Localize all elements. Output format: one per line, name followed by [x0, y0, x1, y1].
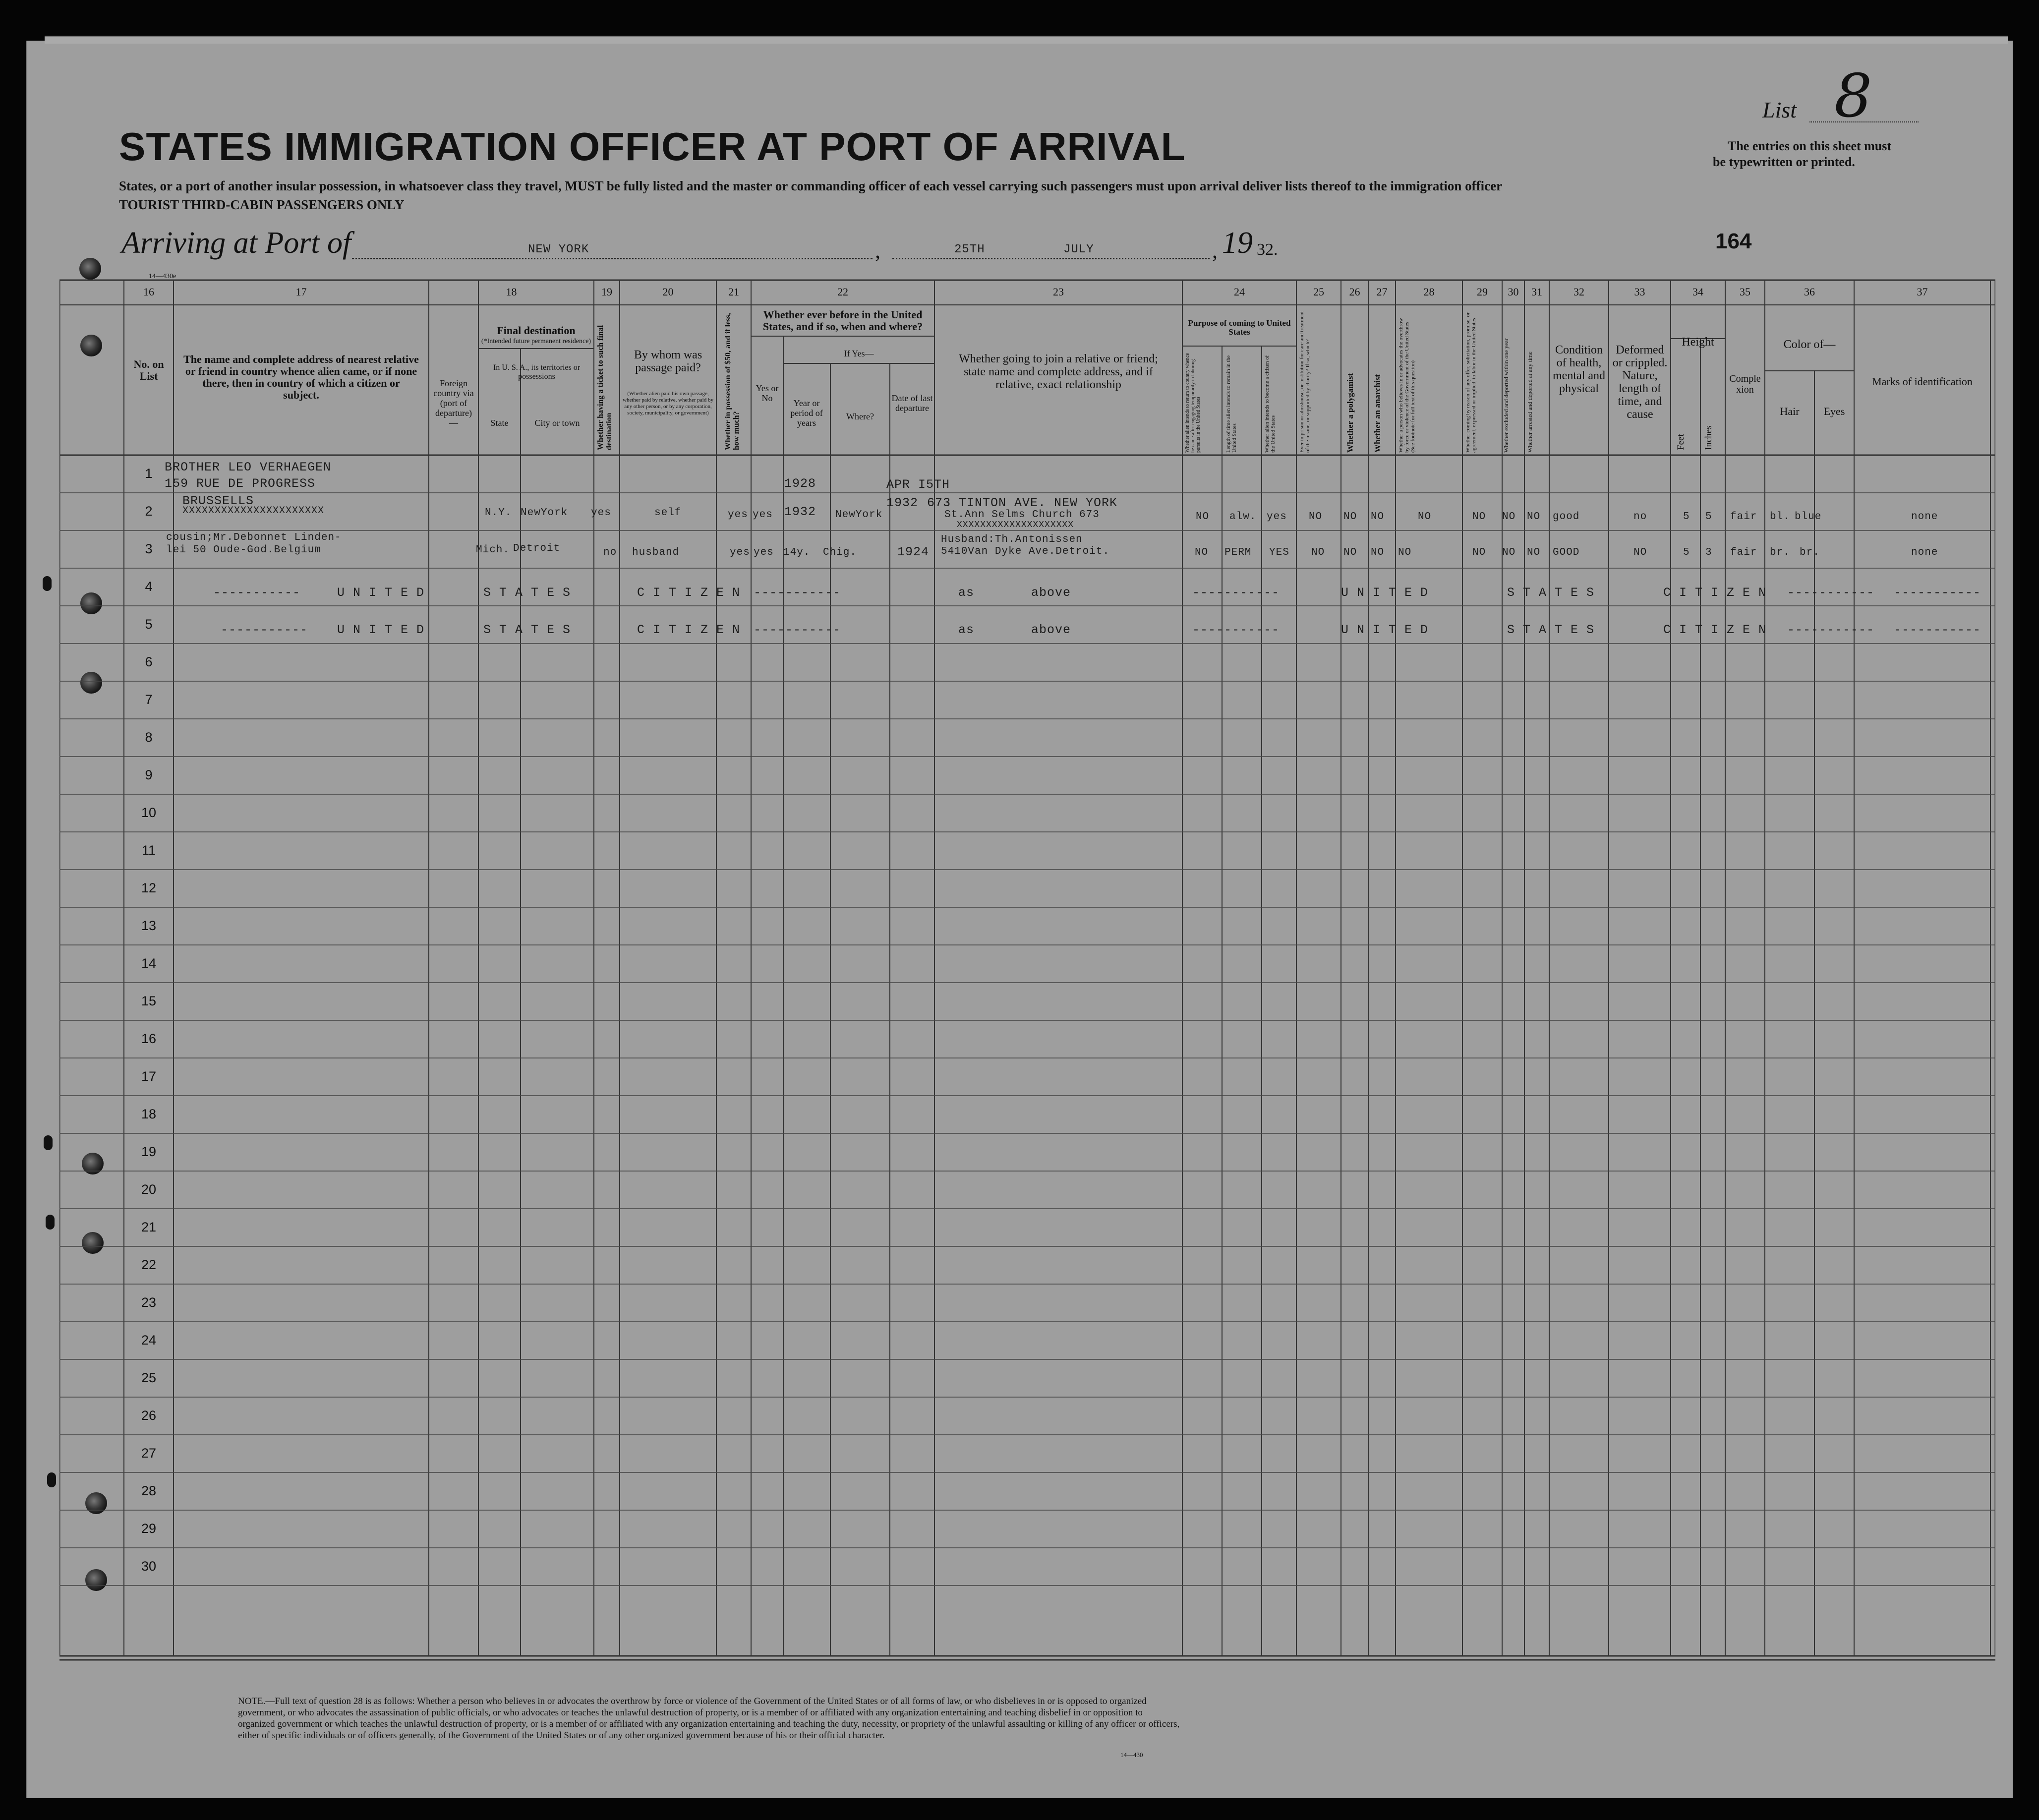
row-number: 19	[141, 1144, 157, 1159]
col-num: 37	[1917, 286, 1928, 298]
entry-r1-year-a: 1928	[784, 476, 816, 491]
entry-r1-date-b: 1932	[886, 496, 919, 510]
col-num: 19	[601, 286, 612, 298]
entry-r1-yesno: yes	[753, 509, 773, 521]
row-number: 15	[141, 994, 157, 1008]
page-number: 164	[1715, 229, 1752, 253]
col-num: 25	[1313, 286, 1324, 298]
entry-r4-united-2: U N I T E D	[1341, 623, 1429, 637]
entry-r4-united: U N I T E D	[337, 623, 425, 637]
header-arrested: Whether arrested and deported at any time	[1526, 352, 1533, 453]
form-instructions: States, or a port of another insular possession, in whatsoever class they travel, MUST be fully listed and the master or commanding officer of each vessel carrying such passengers must upon arrival deliver lists thereof to the immigration officer	[119, 178, 1503, 193]
entry-r4-states: S T A T E S	[483, 623, 571, 637]
col-num: 34	[1692, 286, 1703, 298]
entry-r2-date: 1924	[897, 545, 930, 559]
row-number: 13	[141, 918, 157, 933]
header-prison: Ever in prison or almshouse, or institution for care and treatment of the insane, or supported by charity? If so, which?	[1299, 311, 1311, 453]
col-num: 27	[1376, 286, 1388, 298]
header-date-departure: Date of last departure	[891, 393, 933, 413]
entry-r2-hair: br.	[1770, 547, 1790, 558]
binding-notch-icon	[44, 1135, 53, 1150]
binding-notch-icon	[47, 1472, 56, 1487]
row-number: 20	[141, 1182, 157, 1197]
row-number: 27	[141, 1446, 157, 1461]
col-num: 17	[295, 286, 307, 298]
entry-r3-citizen-2: C I T I Z E N	[1663, 586, 1767, 600]
col-num: 24	[1234, 286, 1245, 298]
form-title: STATES IMMIGRATION OFFICER AT PORT OF ARRIVAL	[119, 124, 1186, 169]
row-number: 18	[141, 1107, 157, 1121]
entry-r1-citizen: yes	[1267, 511, 1287, 523]
entry-r1-hair: bl.	[1770, 511, 1790, 523]
entry-r3-united: U N I T E D	[337, 586, 425, 600]
entry-r4-dashes-4: -----------	[1787, 623, 1875, 637]
header-passage-paid-note: (Whether alien paid his own passage, whether paid by relative, whether paid by any other person, or by any corporation, society, municipality, or government)	[623, 391, 713, 416]
header-color-of: Color of—	[1783, 338, 1836, 351]
header-where: Where?	[846, 411, 874, 421]
row-number: 21	[141, 1220, 157, 1234]
port-line	[352, 258, 873, 259]
entry-r2-health: GOOD	[1553, 547, 1580, 558]
row-number: 11	[141, 843, 156, 858]
entry-r1-inches: 5	[1705, 511, 1712, 523]
entry-r2-state: Mich.	[476, 544, 510, 556]
arriving-label: Arriving at Port of	[121, 226, 351, 260]
header-inches: Inches	[1703, 425, 1714, 450]
entry-r4-citizen-2: C I T I Z E N	[1663, 623, 1767, 637]
row-number: 7	[145, 692, 153, 707]
row-number: 4	[145, 579, 153, 594]
entry-r2-yesno: yes	[754, 547, 774, 558]
entry-r2-year: 14y.	[783, 547, 811, 558]
entry-r2-relative: cousin;Mr.Debonnet Linden-	[166, 532, 342, 543]
header-marks: Marks of identification	[1872, 375, 1973, 388]
entry-r3-dashes-5: -----------	[1894, 586, 1981, 600]
entry-r1-deformed: no	[1633, 511, 1647, 523]
entry-r1-paid: self	[654, 507, 682, 519]
header-year: Year or period of years	[790, 398, 823, 428]
col-num: 29	[1477, 286, 1488, 298]
row-number: 25	[141, 1370, 157, 1385]
comma-1: ,	[875, 238, 880, 263]
row-number: 22	[141, 1257, 157, 1272]
header-eyes: Eyes	[1823, 405, 1845, 417]
row-number: 12	[141, 881, 157, 895]
entry-r2-marks: none	[1911, 547, 1938, 558]
row-number: 30	[141, 1559, 157, 1574]
entry-r2-poly: NO	[1343, 547, 1357, 558]
header-feet: Feet	[1676, 434, 1686, 450]
entry-r1-return: NO	[1196, 511, 1210, 523]
header-labor-offer: Whether coming by reason of any offer, solicitation, promise, or agreement, expressed or implied, to labor in the United States	[1465, 312, 1477, 453]
entry-r2-q29: NO	[1472, 547, 1486, 558]
entry-r1-q29: NO	[1472, 511, 1486, 523]
header-no-on-list: No. on List	[133, 358, 164, 382]
entry-r1-eyes: blue	[1795, 511, 1822, 523]
entry-r2-anarch: NO	[1371, 547, 1385, 558]
entry-r4-dashes-3: -----------	[1192, 623, 1280, 637]
row-number: 5	[145, 617, 153, 632]
entry-r1-struck: XXXXXXXXXXXXXXXXXXXXXX	[182, 505, 325, 517]
entry-r2-citizen: YES	[1269, 547, 1289, 558]
entry-r1-join-c: XXXXXXXXXXXXXXXXXXXX	[957, 520, 1074, 530]
entry-r3-dashes-2: -----------	[754, 586, 841, 600]
entry-r1-feet: 5	[1683, 511, 1690, 523]
header-fifty-dollars: Whether in possession of $50, and if less, how much?	[724, 313, 741, 450]
binding-notch-icon	[43, 576, 52, 591]
col-num: 36	[1804, 286, 1815, 298]
header-city: City or town	[534, 418, 580, 428]
row-number: 6	[145, 654, 153, 669]
header-purpose-return: Whether alien intends to return to country whence he came after engaging temporarily in laboring pursuits in the United States	[1185, 353, 1201, 453]
row-number: 1	[145, 466, 153, 481]
entry-r1-year-b: 1932	[784, 505, 816, 519]
header-complexion: Complexion	[1729, 373, 1761, 395]
col-num: 35	[1740, 286, 1750, 298]
entry-r1-length: alw.	[1229, 511, 1257, 523]
col-num: 22	[837, 286, 848, 298]
entry-r2-fifty: yes	[730, 547, 750, 558]
col-num: 31	[1531, 286, 1542, 298]
month-value: JULY	[1063, 243, 1094, 256]
entry-r3-citizen: C I T I Z E N	[637, 586, 741, 600]
entry-r3-dashes-3: -----------	[1192, 586, 1280, 600]
entry-r4-dashes-2: -----------	[754, 623, 841, 637]
entry-r3-states: S T A T E S	[483, 586, 571, 600]
col-num: 18	[506, 286, 517, 298]
entry-r1-q28: NO	[1418, 511, 1432, 523]
row-number: 17	[141, 1069, 157, 1084]
port-value: NEW YORK	[528, 243, 589, 256]
year-suffix: 32.	[1257, 240, 1278, 259]
entry-r2-eyes: br.	[1800, 547, 1820, 558]
entry-r2-feet: 5	[1683, 547, 1690, 558]
entry-r4-as: as	[958, 623, 975, 637]
date-line	[892, 258, 1210, 259]
col-num: 23	[1053, 286, 1064, 298]
entry-r4-dashes-5: -----------	[1894, 623, 1981, 637]
typewritten-note: The entries on this sheet must	[1728, 139, 1892, 153]
comma-2: ,	[1212, 238, 1218, 263]
binding-notch-icon	[46, 1215, 55, 1230]
form-code: 14—430e	[149, 273, 176, 280]
header-in-usa: In U. S. A., its territories or possessions	[493, 363, 581, 381]
entry-r1-town: NewYork	[521, 507, 568, 519]
row-number: 23	[141, 1295, 157, 1310]
col-num: 33	[1634, 286, 1645, 298]
entry-r1-address: 159 RUE DE PROGRESS	[165, 476, 316, 491]
entry-r1-fifty: yes	[728, 509, 748, 521]
entry-r1-prison: NO	[1309, 511, 1323, 523]
entry-r1-name: BROTHER LEO VERHAEGEN	[165, 460, 332, 474]
entry-r1-date-a: APR I5TH	[886, 477, 950, 492]
entry-r2-prison: NO	[1311, 547, 1325, 558]
entry-r1-complexion: fair	[1730, 511, 1757, 523]
entry-r2-town: Detroit	[513, 543, 561, 554]
entry-r1-ticket: yes	[591, 507, 611, 519]
entry-r2-q30: NO	[1502, 547, 1516, 558]
header-foreign-country: Foreign country via (port of departure)—	[433, 378, 474, 428]
entry-r1-anarch: NO	[1371, 511, 1385, 523]
entry-r2-where: Chig.	[823, 547, 857, 558]
header-yes-no: Yes or No	[756, 383, 779, 403]
entry-r2-q31: NO	[1527, 547, 1541, 558]
entry-r4-citizen: C I T I Z E N	[637, 623, 741, 637]
entry-r1-city: BRUSSELLS	[182, 494, 254, 508]
entry-r2-join-b: 5410Van Dyke Ave.Detroit.	[941, 546, 1110, 557]
header-height: Height	[1682, 336, 1714, 349]
entry-r4-above: above	[1031, 623, 1071, 637]
manifest-grid	[59, 279, 1995, 1661]
header-purpose-citizen: Whether alien intends to become a citizen of the United States	[1264, 355, 1276, 453]
entry-r1-q30: NO	[1502, 511, 1516, 523]
header-ever-in-us: Whether ever before in the United States, and if so, when and where?	[762, 308, 923, 333]
list-number: 8	[1834, 62, 1872, 131]
header-purpose: Purpose of coming to United States	[1188, 318, 1291, 337]
entry-r4-dashes: -----------	[221, 623, 308, 637]
entry-r1-poly: NO	[1343, 511, 1357, 523]
entry-r3-as: as	[958, 586, 975, 600]
header-deformed: Deformed or crippled. Nature, length of time, and cause	[1612, 344, 1668, 421]
header-purpose-length: Length of time alien intends to remain in the United States	[1225, 355, 1237, 453]
entry-r2-join-a: Husband:Th.Antonissen	[941, 534, 1083, 545]
grid-lines	[59, 279, 1995, 1661]
entry-r2-ticket: no	[603, 547, 617, 558]
footer-form-code: 14—430	[1120, 1751, 1143, 1759]
row-number: 2	[145, 504, 153, 519]
header-nearest-relative: The name and complete address of nearest relative or friend in country whence alien came, or if none there, then in country of which a citizen or subject.	[183, 353, 419, 401]
header-polygamist: Whether a polygamist	[1345, 373, 1355, 453]
col-num: 20	[662, 286, 674, 298]
entry-r2-complexion: fair	[1730, 547, 1757, 558]
entry-r3-dashes-4: -----------	[1787, 586, 1875, 600]
header-ticket: Whether having a ticket to such final destination	[596, 325, 613, 450]
header-state: State	[490, 418, 509, 428]
footnote-question-28: NOTE.—Full text of question 28 is as follows: Whether a person who believes in or advocates the overthrow by force or violence of the Government of the United States or of all forms of law, or who disbelieves in or is opposed to organized government, or who advocates the assassination of public officials, or who advocates or teaches the unlawful destruction of property, or is a member of or affiliated with any organization entertaining and teaching disbelief in or opposition to organized government or which teaches the unlawful destruction of property, or is a member of or affiliated with any organization entertaining and teaching the duty, necessity, or propriety of the unlawful assaulting or killing of any officer or officers, either of specific individuals or of officers generally, of the Government of the United States or of any other organized government because of his or their official character.	[238, 1696, 1180, 1741]
header-final-destination-note: (*Intended future permanent residence)	[481, 338, 591, 345]
col-num: 16	[143, 286, 154, 298]
entry-r2-paid: husband	[632, 547, 680, 558]
row-number: 14	[141, 956, 157, 971]
row-number: 29	[141, 1521, 157, 1536]
entry-r2-deformed: NO	[1633, 547, 1647, 558]
header-hair: Hair	[1780, 405, 1800, 417]
entry-r3-above: above	[1031, 586, 1071, 600]
entry-r2-q28: NO	[1398, 547, 1412, 558]
header-health: Condition of health, mental and physical	[1553, 344, 1605, 395]
day-value: 25TH	[954, 243, 985, 256]
passenger-class: TOURIST THIRD-CABIN PASSENGERS ONLY	[119, 197, 405, 212]
row-number: 8	[145, 730, 153, 745]
header-if-yes: If Yes—	[844, 349, 874, 358]
entry-r1-marks: none	[1911, 511, 1938, 523]
row-number: 26	[141, 1408, 157, 1423]
list-number-line	[1809, 121, 1919, 122]
year-prefix: 19	[1222, 226, 1253, 260]
entry-r1-where: NewYork	[835, 509, 883, 521]
entry-r1-state: N.Y.	[485, 507, 512, 519]
row-number: 16	[141, 1031, 157, 1046]
entry-r3-united-2: U N I T E D	[1341, 586, 1429, 600]
punch-hole-icon	[79, 258, 101, 280]
list-label: List	[1762, 97, 1797, 122]
entry-r1-health: good	[1553, 511, 1580, 523]
row-number: 28	[141, 1483, 157, 1498]
row-number: 9	[145, 767, 153, 782]
sheet-edge	[45, 36, 2008, 44]
entry-r2-address: lei 50 Oude-God.Belgium	[166, 544, 321, 556]
row-number: 24	[141, 1333, 157, 1348]
entry-r3-dashes: -----------	[213, 586, 301, 600]
entry-r2-length: PERM	[1224, 547, 1252, 558]
entry-r2-inches: 3	[1705, 547, 1712, 558]
entry-r3-states-2: S T A T E S	[1507, 586, 1595, 600]
header-q28: Whether a person who believes in or advocates the overthrow by force or violence of the Government of the United States (See footnote for full text of this question)	[1398, 318, 1416, 453]
header-anarchist: Whether an anarchist	[1373, 374, 1382, 453]
typewritten-note-2: be typewritten or printed.	[1713, 155, 1855, 169]
entry-r4-states-2: S T A T E S	[1507, 623, 1595, 637]
entry-r1-join-a: 673 TINTON AVE. NEW YORK	[927, 496, 1118, 510]
entry-r1-q31: NO	[1527, 511, 1541, 523]
header-final-destination: Final destination	[497, 324, 576, 337]
col-num: 28	[1423, 286, 1435, 298]
header-join-relative: Whether going to join a relative or friend; state name and complete address, and if relative, exact relationship	[959, 352, 1158, 391]
header-excluded: Whether excluded and deported within one year	[1503, 338, 1510, 453]
header-passage-paid: By whom was passage paid?	[634, 349, 702, 374]
entry-r2-return: NO	[1195, 547, 1209, 558]
col-num: 21	[728, 286, 739, 298]
row-number: 3	[145, 541, 153, 556]
col-num: 30	[1508, 286, 1519, 298]
col-num: 32	[1573, 286, 1584, 298]
row-number: 10	[141, 805, 157, 820]
entry-r1-join-b: St.Ann Selms Church 673	[944, 509, 1100, 521]
col-num: 26	[1349, 286, 1360, 298]
